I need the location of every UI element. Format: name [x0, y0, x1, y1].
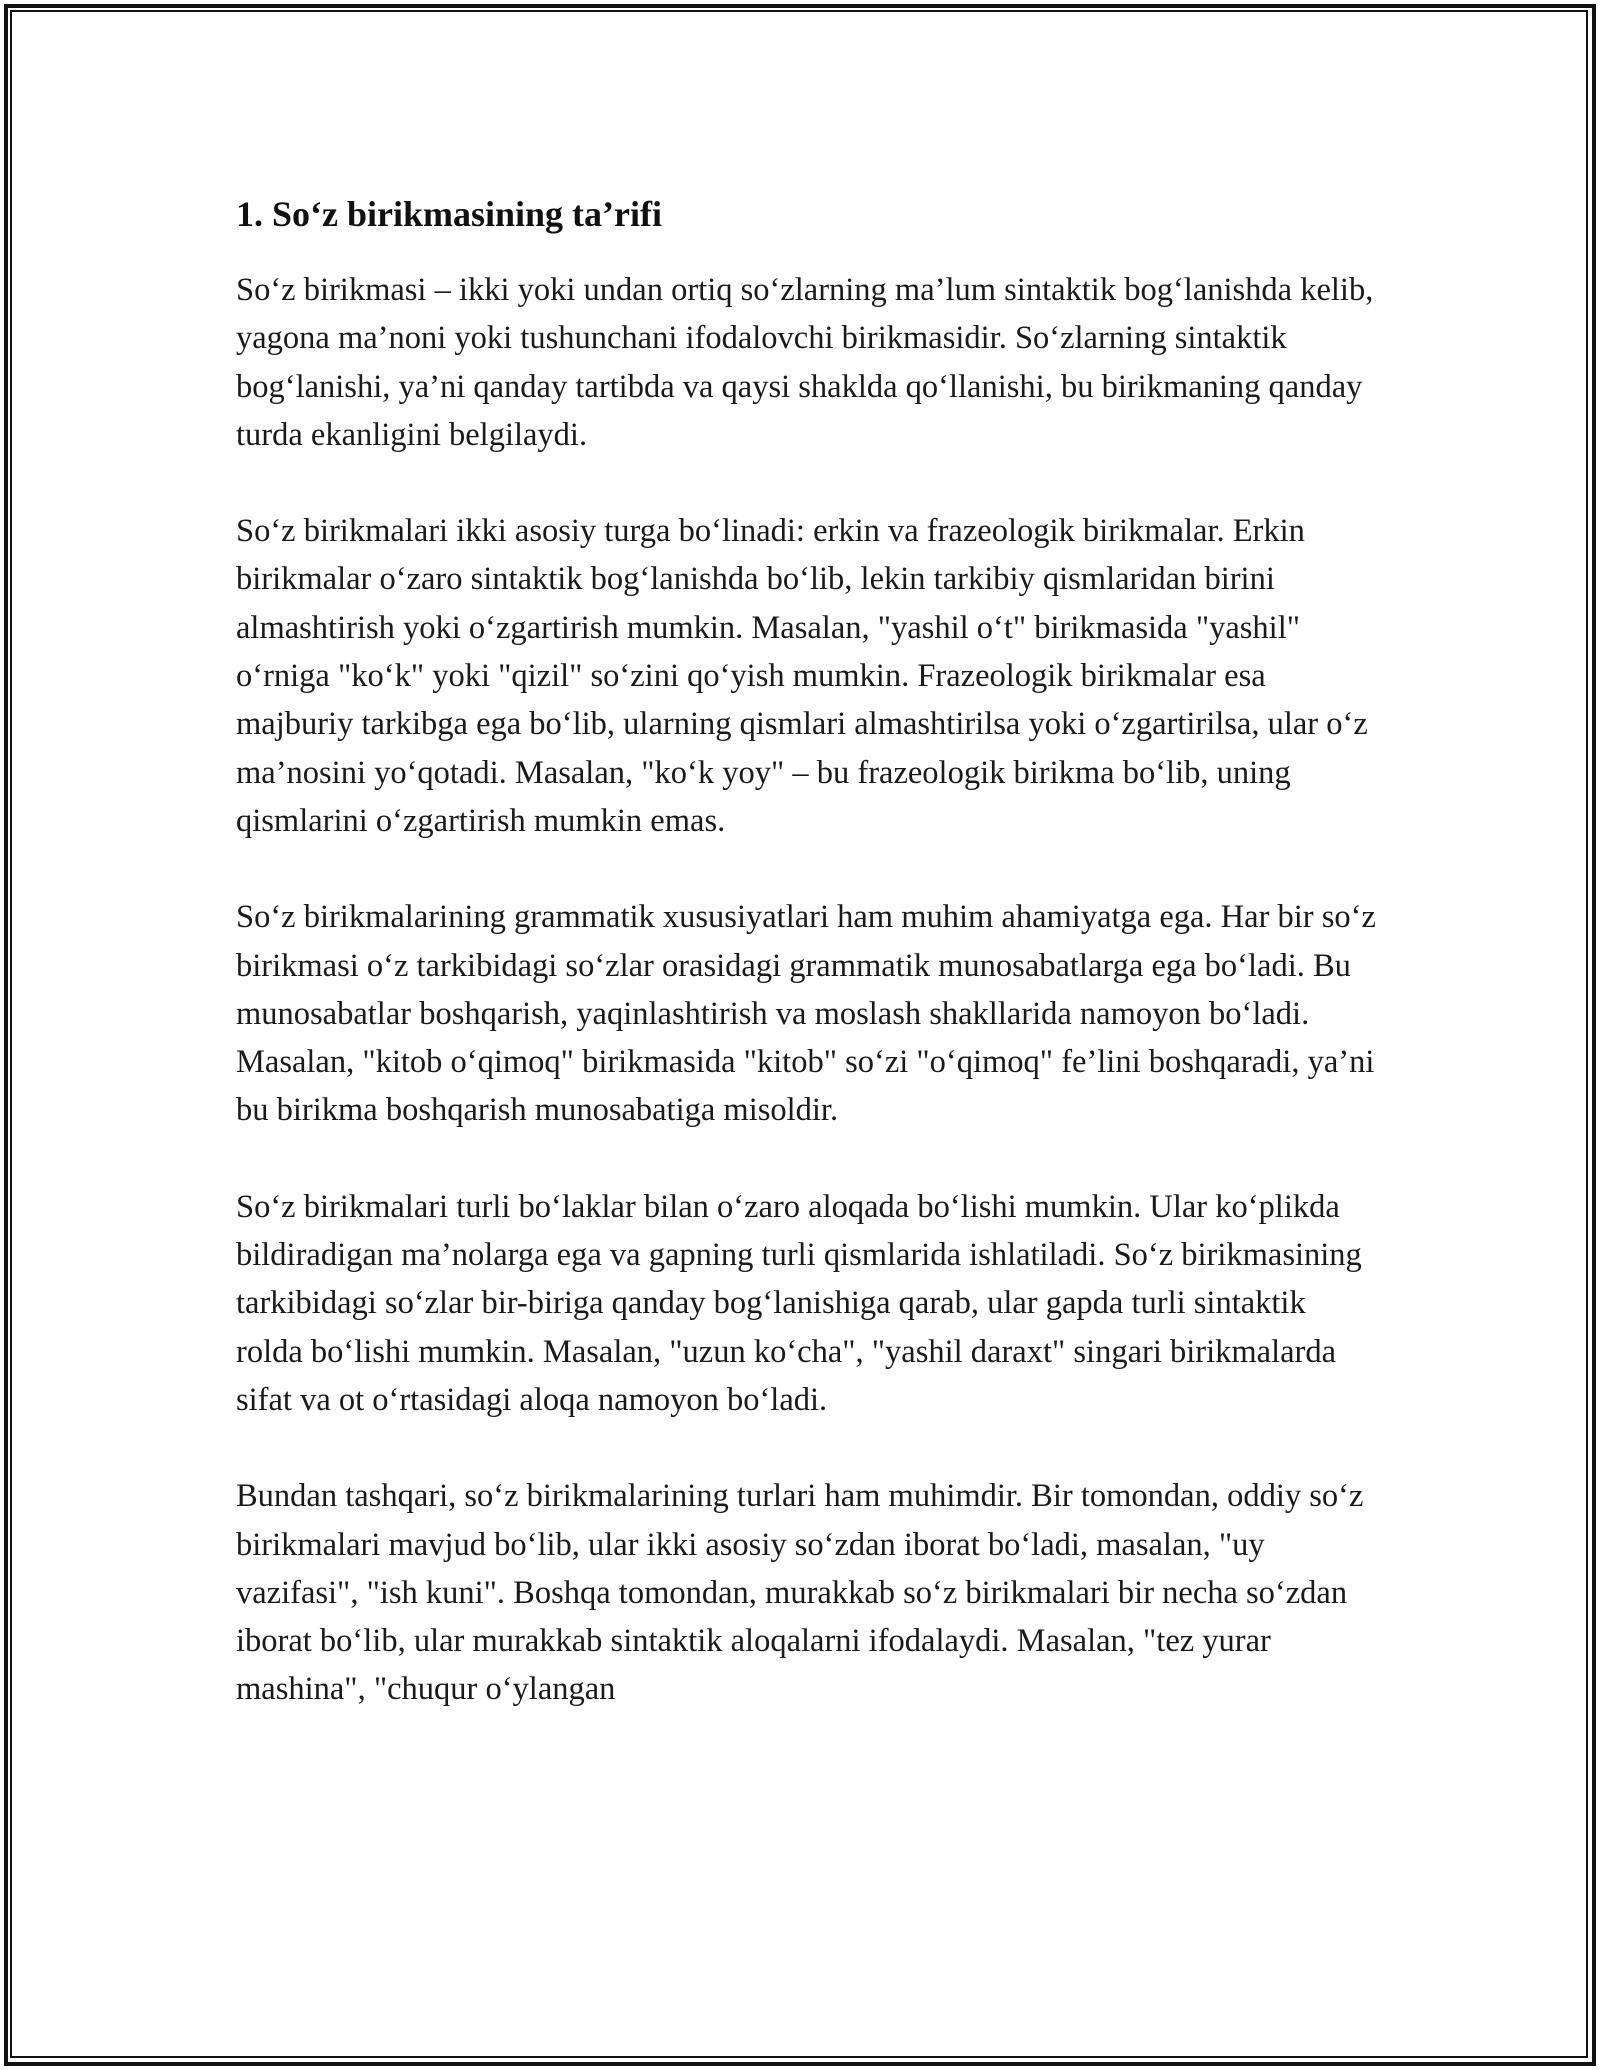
paragraph-5: Bundan tashqari, so‘z birikmalarining turlari ham muhimdir. Bir tomondan, oddiy so‘z birikmalari mavjud bo‘lib, ular ikki asosiy so‘zdan iborat bo‘ladi, masalan, "uy vazifasi", "ish kuni". Boshqa tomondan, murakkab so‘z birikmalari bir necha so‘zdan iborat bo‘lib, ular murakkab sintaktik aloqalarni ifodalaydi. Masalan, "tez yurar mashina", "chuqur o‘ylangan — [236, 1478, 1364, 1708]
paragraph-4: So‘z birikmalari turli bo‘laklar bilan o‘zaro aloqada bo‘lishi mumkin. Ular ko‘plikda bildiradigan ma’nolarga ega va gapning turli qismlarida ishlatiladi. So‘z birikmasining tarkibidagi so‘zlar bir-biriga qanday bog‘lanishiga qarab, ular gapda turli sintaktik rolda bo‘lishi mumkin. Masalan, "uzun ko‘cha", "yashil daraxt" singari birikmalarda sifat va ot o‘rtasidagi aloqa namoyon bo‘ladi. — [236, 1188, 1362, 1418]
document-body — [236, 190, 1376, 1762]
paragraph-3: So‘z birikmalarining grammatik xususiyatlari ham muhim ahamiyatga ega. Har bir so‘z birikmasi o‘z tarkibidagi so‘zlar orasidagi grammatik munosabatlarga ega bo‘ladi. Bu munosabatlar boshqarish, yaqinlashtirish va moslash shakllarida namoyon bo‘ladi. Masalan, "kitob o‘qimoq" birikmasida "kitob" so‘zi "o‘qimoq" fe’lini boshqaradi, ya’ni bu birikma boshqarish munosabatiga misoldir. — [236, 899, 1376, 1129]
section-heading: 1. So‘z birikmasining ta’rifi — [236, 194, 663, 234]
paragraph-2: So‘z birikmalari ikki asosiy turga bo‘linadi: erkin va frazeologik birikmalar. Erkin birikmalar o‘zaro sintaktik bog‘lanishda bo‘lib, lekin tarkibiy qismlaridan birini almashtirish yoki o‘zgartirish mumkin. Masalan, "yashil o‘t" birikmasida "yashil" o‘rniga "ko‘k" yoki "qizil" so‘zini qo‘yish mumkin. Frazeologik birikmalar esa majburiy tarkibga ega bo‘lib, ularning qismlari almashtirilsa yoki o‘zgartirilsa, ular o‘z ma’nosini yo‘qotadi. Masalan, "ko‘k yoy" – bu frazeologik birikma bo‘lib, uning qismlarini o‘zgartirish mumkin emas. — [236, 513, 1368, 839]
paragraph-1: So‘z birikmasi – ikki yoki undan ortiq so‘zlarning ma’lum sintaktik bog‘lanishda kelib, yagona ma’noni yoki tushunchani ifodalovchi birikmasidir. So‘zlarning sintaktik bog‘lanishi, ya’ni qanday tartibda va qaysi shaklda qo‘llanishi, bu birikmaning qanday turda ekanligini belgilaydi. — [236, 272, 1374, 453]
